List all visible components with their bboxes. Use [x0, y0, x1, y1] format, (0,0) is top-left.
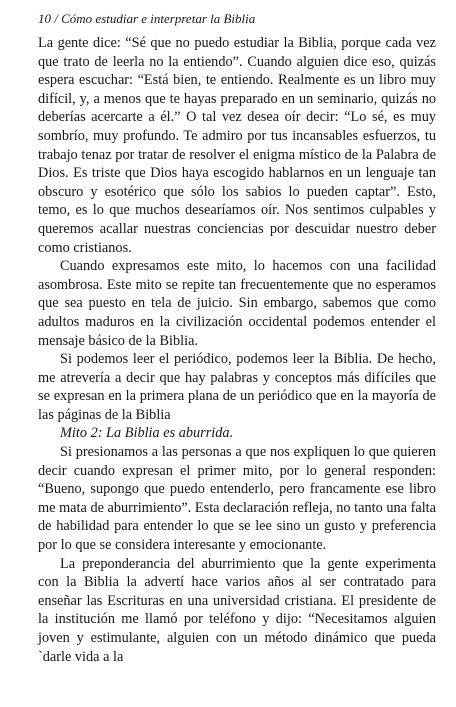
- running-head: 10 / Cómo estudiar e interpretar la Biblia: [38, 11, 256, 26]
- paragraph-4: Si presionamos a las personas a que nos expliquen lo que quieren decir cuando expresan el primer mito, por lo general responden: “Bueno, supongo que puedo entenderlo, pero francamente ese libro me mata de aburrimiento”. Esta declaración refleja, no tanto una falta de habilidad para entender lo que se lee sino un gusto y preferencia por lo que se considera interesante y emocionante.: [38, 444, 436, 554]
- paragraph-2: Cuando expresamos este mito, lo hacemos con una facilidad asombrosa. Este mito se repite tan frecuentemente que no esperamos que sea puesto en tela de juicio. Sin embargo, sabemos que como adultos maduros en la civilización occidental podemos entender el mensaje básico de la Biblia.: [38, 258, 436, 349]
- paragraph-1: La gente dice: “Sé que no puedo estudiar la Biblia, porque cada vez que trato de leerla no la entiendo”. Cuando alguien dice eso, quizás espera escuchar: “Está bien, te entiendo. Realmente es un libro muy difícil, y, a menos que te hayas preparado en un seminario, quizás no deberías acercarte a él.” O tal vez desea oír decir: “Lo sé, es muy sombrío, muy profundo. Te admiro por tus incansables esfuerzos, tu trabajo tenaz por tratar de resolver el enigma místico de la Palabra de Dios. Es triste que Dios haya escogido hablarnos en un lenguaje tan obscuro y esotérico que sólo los sabios lo pueden captar”. Esto, temo, es lo que muchos desearíamos oír. Nos sentimos culpables y queremos acallar nuestras conciencias por descuidar nuestro deber como cristianos.: [38, 35, 436, 256]
- section-subheading: Mito 2: La Biblia es aburrida.: [60, 425, 234, 442]
- paragraph-5: La preponderancia del aburrimiento que la gente experimenta con la Biblia la advertí hace varios años al ser contratado para enseñar las Escrituras en una universidad cristiana. El presidente de la institución me llamó por teléfono y dijo: “Necesitamos alguien joven y estimulante, alguien con un método dinámico que pueda `darle vida a la: [38, 555, 436, 665]
- book-page: [38, 10, 436, 666]
- body-text: [38, 34, 436, 666]
- paragraph-3: Si podemos leer el periódico, podemos leer la Biblia. De hecho, me atrevería a decir que hay palabras y conceptos más difíciles que se expresan en la primera plana de un periódico que en la mayoría de las páginas de la Biblia: [38, 351, 436, 423]
